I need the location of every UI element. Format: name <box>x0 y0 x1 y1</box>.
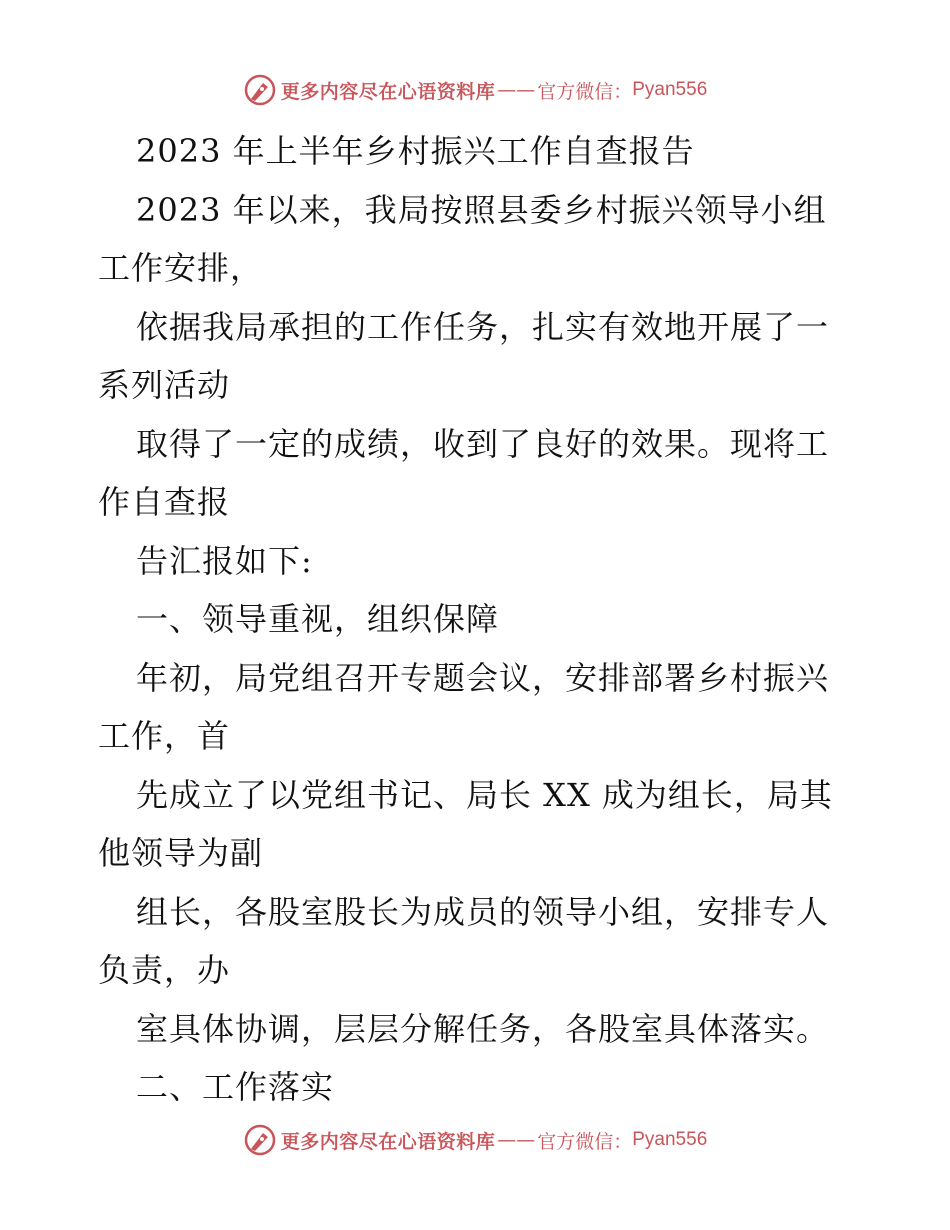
paragraph-line: 2023 年以来，我局按照县委乡村振兴领导小组 <box>136 190 827 229</box>
paragraph-line: 室具体协调，层层分解任务，各股室具体落实。 <box>136 1009 830 1048</box>
watermark-official-label: 官方微信： <box>537 1130 633 1153</box>
document-title: 2023 年上半年乡村振兴工作自查报告 <box>136 132 695 170</box>
paragraph-line: 先成立了以党组书记、局长 XX 成为组长，局其 <box>136 775 833 814</box>
paragraph-line: 告汇报如下: <box>136 541 313 580</box>
watermark-text: 更多内容尽在心语资料库 <box>280 1130 496 1153</box>
watermark-banner-bottom <box>0 1120 950 1160</box>
watermark-banner-top <box>0 70 950 110</box>
watermark-wechat-id: Pyan556 <box>632 1129 708 1150</box>
paragraph-line: 作自查报 <box>98 483 231 521</box>
paragraph-line: 负责，办 <box>98 951 231 989</box>
watermark-wechat-id: Pyan556 <box>632 79 708 100</box>
watermark-text: 更多内容尽在心语资料库 <box>280 80 496 103</box>
paragraph-line: 年初，局党组召开专题会议，安排部署乡村振兴 <box>136 658 830 697</box>
paragraph-line: 工作，首 <box>98 717 231 755</box>
paragraph-line: 组长，各股室股长为成员的领导小组，安排专人 <box>136 892 830 931</box>
pen-nib-logo-icon <box>243 73 277 107</box>
paragraph-line: 系列活动 <box>98 366 231 404</box>
section-heading: 二、工作落实 <box>136 1068 335 1106</box>
pen-nib-logo-icon <box>243 1123 277 1157</box>
paragraph-line: 依据我局承担的工作任务，扎实有效地开展了一 <box>136 307 830 346</box>
section-heading: 一、领导重视，组织保障 <box>136 600 500 638</box>
document-body <box>98 122 858 1117</box>
watermark-official-label: 官方微信： <box>537 80 633 103</box>
paragraph-line: 他领导为副 <box>98 834 264 872</box>
watermark-separator: —— <box>497 1129 536 1151</box>
watermark-separator: —— <box>497 79 536 101</box>
paragraph-line: 工作安排， <box>98 249 264 287</box>
paragraph-line: 取得了一定的成绩，收到了良好的效果。现将工 <box>136 424 830 463</box>
